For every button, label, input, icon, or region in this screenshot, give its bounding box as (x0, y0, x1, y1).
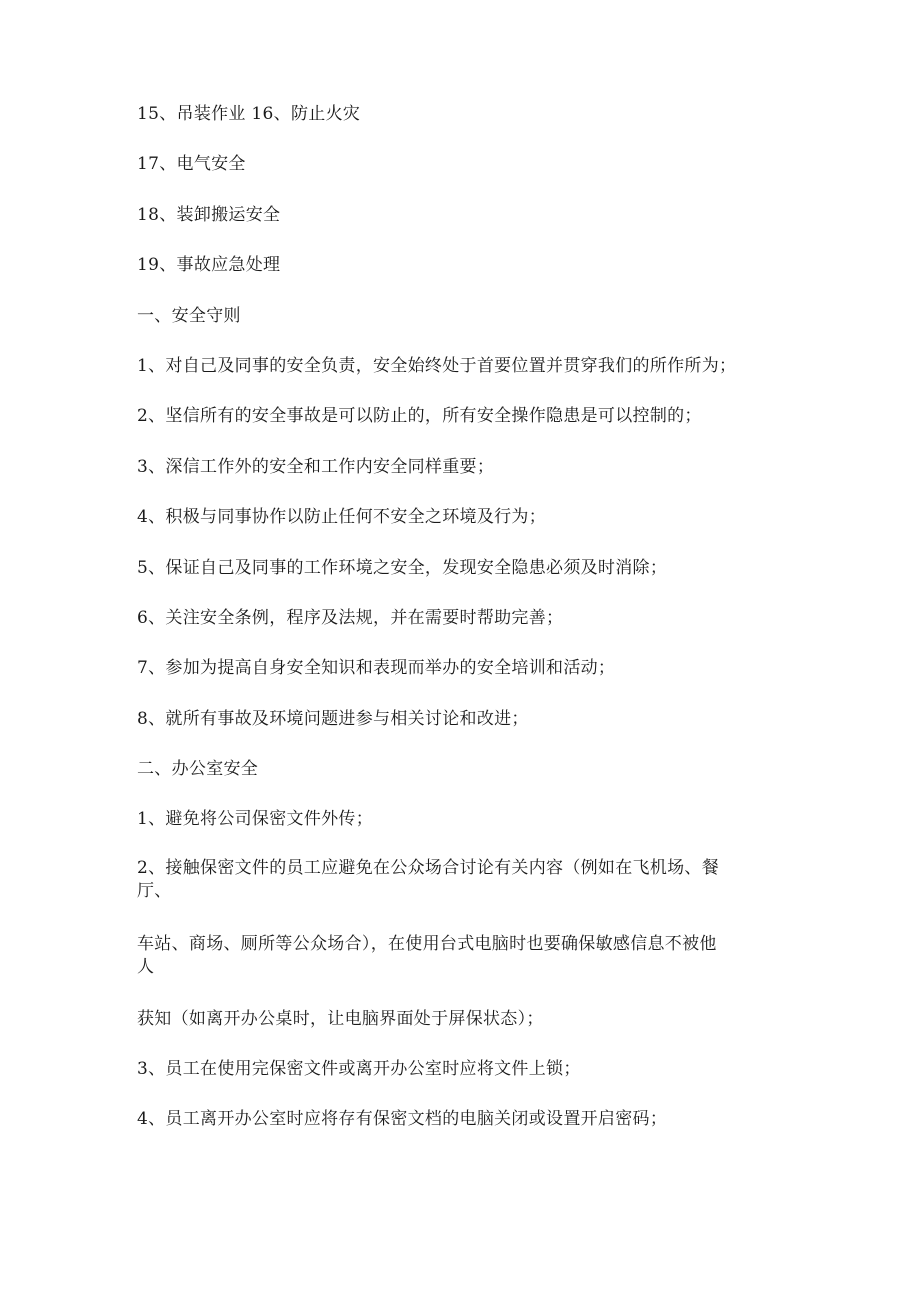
text-line: 获知（如离开办公桌时，让电脑界面处于屏保状态）； (137, 1009, 544, 1029)
text-line: 车站、商场、厕所等公众场合），在使用台式电脑时也要确保敏感信息不被他 (137, 934, 717, 954)
text-line: 19、事故应急处理 (137, 255, 281, 275)
text-line: 2、坚信所有的安全事故是可以防止的，所有安全操作隐患是可以控制的； (137, 406, 702, 426)
text-line: 5、保证自己及同事的工作环境之安全，发现安全隐患必须及时消除； (137, 558, 668, 578)
section-heading: 一、安全守则 (137, 306, 241, 326)
text-line: 6、关注安全条例，程序及法规，并在需要时帮助完善； (137, 608, 564, 628)
text-line: 15、吊装作业 16、防止火灾 (137, 104, 361, 124)
text-line: 17、电气安全 (137, 154, 246, 174)
text-line: 厅、 (137, 881, 172, 901)
text-line: 1、对自己及同事的安全负责，安全始终处于首要位置并贯穿我们的所作所为； (137, 356, 737, 376)
text-line: 8、就所有事故及环境问题进参与相关讨论和改进； (137, 709, 529, 729)
text-line: 人 (137, 957, 155, 977)
text-line: 3、深信工作外的安全和工作内安全同样重要； (137, 457, 495, 477)
text-line: 4、积极与同事协作以防止任何不安全之环境及行为； (137, 507, 547, 527)
text-line: 1、避免将公司保密文件外传； (137, 809, 374, 829)
text-line: 4、员工离开办公室时应将存有保密文档的电脑关闭或设置开启密码； (137, 1109, 668, 1129)
text-line: 18、装卸搬运安全 (137, 205, 281, 225)
text-line: 3、员工在使用完保密文件或离开办公室时应将文件上锁； (137, 1059, 581, 1079)
text-line: 7、参加为提高自身安全知识和表现而举办的安全培训和活动； (137, 658, 616, 678)
section-heading: 二、办公室安全 (137, 759, 259, 779)
text-line: 2、接触保密文件的员工应避免在公众场合讨论有关内容（例如在飞机场、餐 (137, 858, 720, 878)
